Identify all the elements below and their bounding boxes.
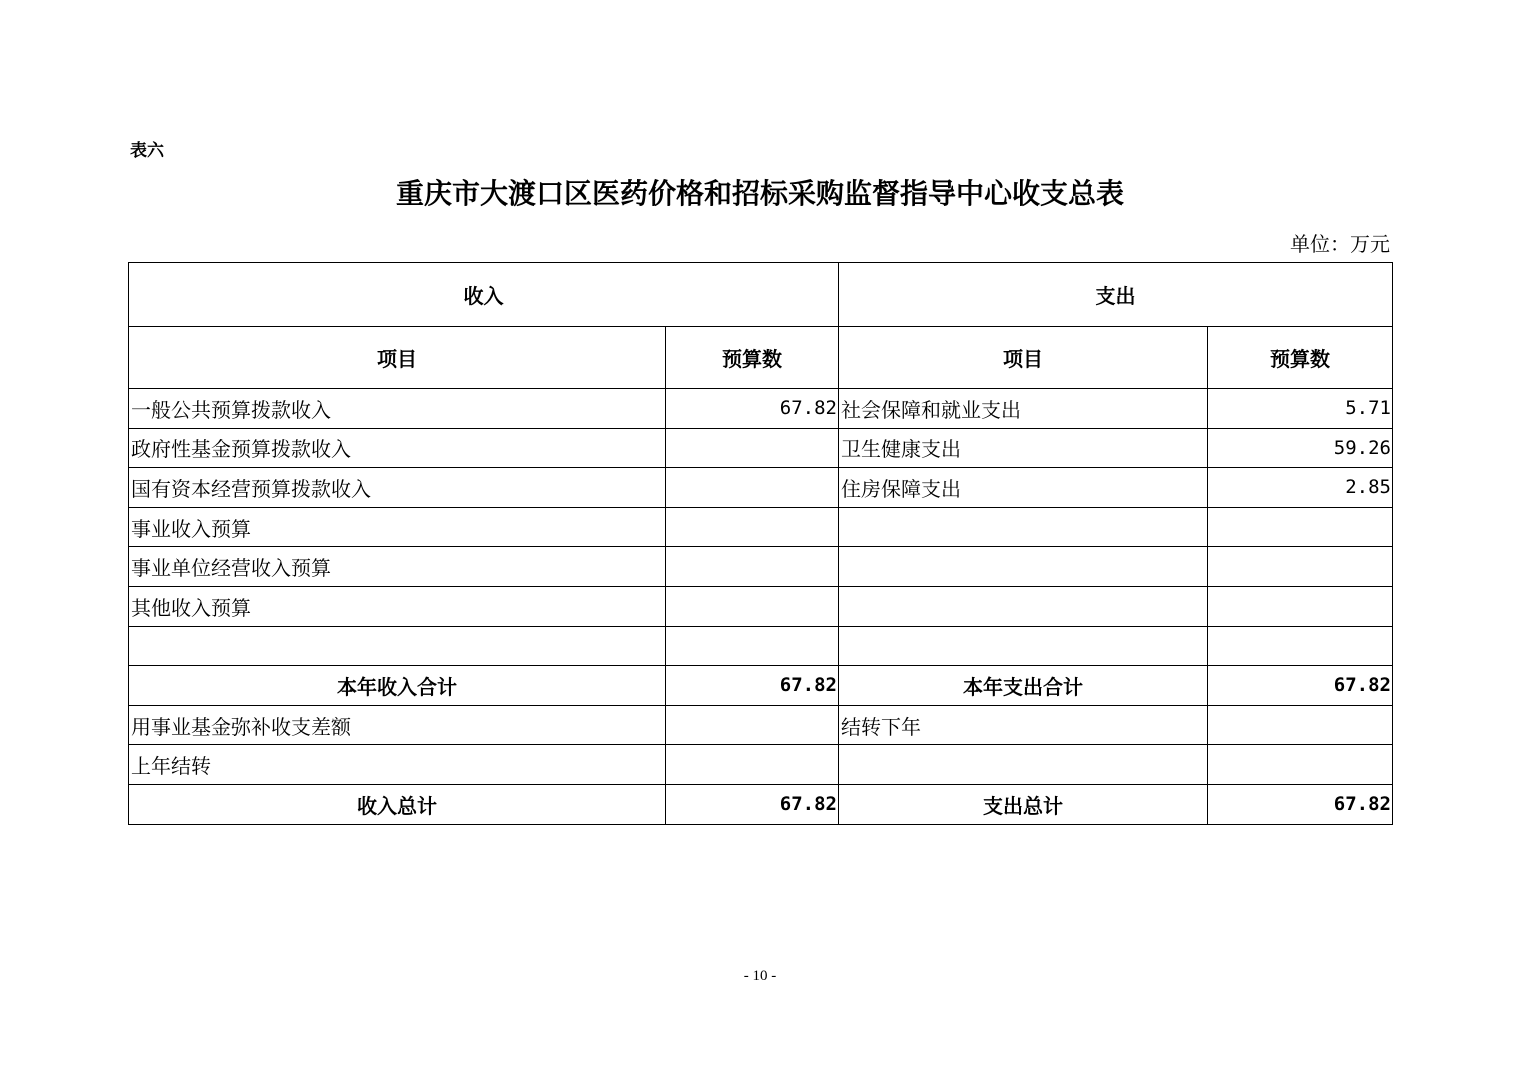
income-amount bbox=[666, 626, 839, 666]
expense-amount bbox=[1208, 626, 1393, 666]
table-row bbox=[129, 705, 1393, 745]
income-section-header: 收入 bbox=[129, 263, 839, 327]
income-amount bbox=[666, 507, 839, 547]
expense-amount: 5.71 bbox=[1208, 389, 1393, 429]
unit-label: 单位：万元 bbox=[1290, 232, 1390, 256]
expense-item-header: 项目 bbox=[839, 327, 1208, 389]
expense-budget-header: 预算数 bbox=[1208, 327, 1393, 389]
table-row bbox=[129, 389, 1393, 429]
document-title: 重庆市大渡口区医药价格和招标采购监督指导中心收支总表 bbox=[395, 177, 1124, 210]
income-item: 用事业基金弥补收支差额 bbox=[129, 705, 666, 745]
expense-amount bbox=[1208, 586, 1393, 626]
expense-item bbox=[839, 507, 1208, 547]
table-label: 表六 bbox=[130, 141, 164, 161]
page-number: - 10 - bbox=[743, 968, 777, 984]
year-expense-total-label: 本年支出合计 bbox=[839, 666, 1208, 706]
grand-expense-total-label: 支出总计 bbox=[839, 784, 1208, 824]
income-item: 政府性基金预算拨款收入 bbox=[129, 428, 666, 468]
expense-amount bbox=[1208, 547, 1393, 587]
grand-total-row bbox=[129, 784, 1393, 824]
income-budget-header: 预算数 bbox=[666, 327, 839, 389]
year-income-total-amount: 67.82 bbox=[666, 666, 839, 706]
expense-item: 卫生健康支出 bbox=[839, 428, 1208, 468]
expense-item: 结转下年 bbox=[839, 705, 1208, 745]
column-header-row bbox=[129, 327, 1393, 389]
table-row bbox=[129, 468, 1393, 508]
expense-amount bbox=[1208, 745, 1393, 785]
income-amount bbox=[666, 705, 839, 745]
expense-amount: 2.85 bbox=[1208, 468, 1393, 508]
income-item: 上年结转 bbox=[129, 745, 666, 785]
table-row bbox=[129, 626, 1393, 666]
expense-item: 住房保障支出 bbox=[839, 468, 1208, 508]
year-income-total-label: 本年收入合计 bbox=[129, 666, 666, 706]
grand-income-total-label: 收入总计 bbox=[129, 784, 666, 824]
year-total-row bbox=[129, 666, 1393, 706]
income-amount bbox=[666, 745, 839, 785]
table-row bbox=[129, 428, 1393, 468]
income-amount bbox=[666, 586, 839, 626]
income-item: 事业收入预算 bbox=[129, 507, 666, 547]
income-amount bbox=[666, 468, 839, 508]
income-amount bbox=[666, 428, 839, 468]
grand-expense-total-amount: 67.82 bbox=[1208, 784, 1393, 824]
income-amount bbox=[666, 547, 839, 587]
table-row bbox=[129, 547, 1393, 587]
income-item: 一般公共预算拨款收入 bbox=[129, 389, 666, 429]
table-row bbox=[129, 745, 1393, 785]
table-row bbox=[129, 586, 1393, 626]
expense-item bbox=[839, 586, 1208, 626]
section-header-row bbox=[129, 263, 1393, 327]
year-expense-total-amount: 67.82 bbox=[1208, 666, 1393, 706]
income-item: 其他收入预算 bbox=[129, 586, 666, 626]
expense-section-header: 支出 bbox=[839, 263, 1393, 327]
income-expense-summary-table bbox=[128, 262, 1393, 825]
expense-item: 社会保障和就业支出 bbox=[839, 389, 1208, 429]
income-item bbox=[129, 626, 666, 666]
table-row bbox=[129, 507, 1393, 547]
income-amount: 67.82 bbox=[666, 389, 839, 429]
expense-item bbox=[839, 547, 1208, 587]
expense-item bbox=[839, 626, 1208, 666]
expense-amount bbox=[1208, 705, 1393, 745]
expense-amount bbox=[1208, 507, 1393, 547]
income-item-header: 项目 bbox=[129, 327, 666, 389]
expense-item bbox=[839, 745, 1208, 785]
income-item: 国有资本经营预算拨款收入 bbox=[129, 468, 666, 508]
income-item: 事业单位经营收入预算 bbox=[129, 547, 666, 587]
grand-income-total-amount: 67.82 bbox=[666, 784, 839, 824]
expense-amount: 59.26 bbox=[1208, 428, 1393, 468]
